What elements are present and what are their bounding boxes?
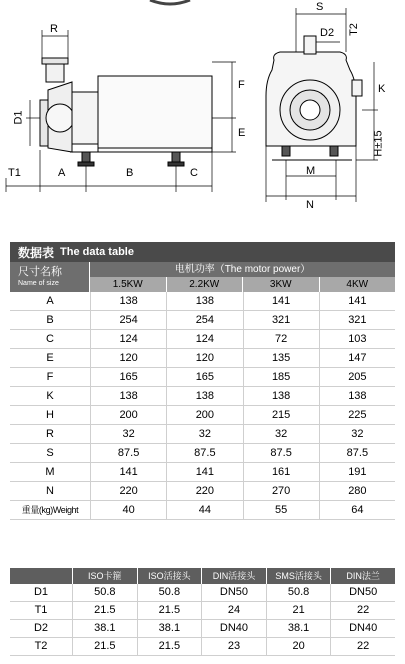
table-cell: 103 bbox=[319, 330, 395, 348]
table-cell: 254 bbox=[90, 311, 166, 329]
table-cell: 50.8 bbox=[137, 584, 202, 601]
motor-power-header-label: 电机功率（The motor power） bbox=[174, 264, 311, 275]
connection-table-body bbox=[10, 584, 395, 656]
data-table-title-en: The data table bbox=[60, 246, 134, 258]
row-name: M bbox=[45, 466, 55, 478]
table-cell: 21.5 bbox=[137, 602, 202, 619]
dimension-label-b: B bbox=[126, 167, 134, 179]
row-name: B bbox=[46, 314, 54, 326]
connection-type-table bbox=[10, 568, 395, 656]
row-name: D1 bbox=[33, 586, 49, 598]
table-cell: 220 bbox=[166, 482, 242, 500]
dimension-label-n: N bbox=[306, 199, 314, 211]
table-cell: 215 bbox=[243, 406, 319, 424]
motor-power-header bbox=[90, 262, 395, 292]
row-name: D2 bbox=[33, 622, 49, 634]
table-row bbox=[10, 311, 395, 330]
table-cell: 32 bbox=[319, 425, 395, 443]
table-cell: 87.5 bbox=[166, 444, 242, 462]
table-row bbox=[10, 368, 395, 387]
row-name: T1 bbox=[34, 604, 48, 616]
dimension-label-t2: T2 bbox=[347, 23, 360, 36]
row-name: A bbox=[46, 295, 54, 307]
row-name: R bbox=[46, 428, 54, 440]
table-cell: 141 bbox=[243, 292, 319, 310]
table-cell: 138 bbox=[243, 387, 319, 405]
data-table-title-cn: 数据表 bbox=[18, 245, 55, 260]
table-cell: 38.1 bbox=[72, 620, 137, 637]
table-row bbox=[10, 602, 395, 620]
row-name: K bbox=[46, 390, 54, 402]
table-cell: 21 bbox=[266, 602, 331, 619]
row-name: C bbox=[46, 333, 54, 345]
row-name: S bbox=[46, 447, 54, 459]
dimension-label-h: H±15 bbox=[372, 130, 385, 157]
table-cell: 32 bbox=[243, 425, 319, 443]
table-cell: 87.5 bbox=[243, 444, 319, 462]
table-cell: 22 bbox=[330, 602, 395, 619]
table-cell: DN50 bbox=[201, 584, 266, 601]
table-cell: 138 bbox=[166, 292, 242, 310]
row-name: N bbox=[46, 485, 54, 497]
dimension-label-e: E bbox=[238, 127, 246, 139]
dimension-label-a: A bbox=[58, 167, 66, 179]
table-cell: 44 bbox=[166, 501, 242, 519]
table-row bbox=[10, 425, 395, 444]
table-row bbox=[10, 387, 395, 406]
table-cell: 141 bbox=[90, 463, 166, 481]
table-cell: 24 bbox=[201, 602, 266, 619]
table-cell: 165 bbox=[90, 368, 166, 386]
data-table-header bbox=[10, 262, 395, 292]
connection-table-header bbox=[10, 568, 395, 584]
table-cell: 87.5 bbox=[319, 444, 395, 462]
dimension-label-d1: D1 bbox=[12, 110, 25, 125]
dimension-label-r: R bbox=[50, 23, 58, 35]
table-cell: 32 bbox=[90, 425, 166, 443]
power-column-headers bbox=[90, 277, 395, 292]
table-cell: 270 bbox=[243, 482, 319, 500]
table-cell: 55 bbox=[243, 501, 319, 519]
table-cell: 321 bbox=[243, 311, 319, 329]
pump-dimension-drawing bbox=[0, 0, 405, 230]
table-cell: 161 bbox=[243, 463, 319, 481]
connection-column-header-din-union: DIN活接头 bbox=[201, 568, 266, 584]
table-row bbox=[10, 444, 395, 463]
pump-drawing-svg bbox=[0, 0, 405, 230]
table-cell: 220 bbox=[90, 482, 166, 500]
table-cell: 40 bbox=[90, 501, 166, 519]
table-cell: 50.8 bbox=[72, 584, 137, 601]
table-cell: 124 bbox=[166, 330, 242, 348]
motor-power-data-table bbox=[10, 242, 395, 520]
table-cell: 185 bbox=[243, 368, 319, 386]
connection-column-header-din-flange: DIN法兰 bbox=[330, 568, 395, 584]
dimension-label-d2: D2 bbox=[320, 27, 335, 39]
table-cell: DN40 bbox=[330, 620, 395, 637]
connection-column-header-iso-union: ISO活接头 bbox=[137, 568, 202, 584]
data-table-body bbox=[10, 292, 395, 520]
table-cell: 72 bbox=[243, 330, 319, 348]
table-cell: 120 bbox=[90, 349, 166, 367]
table-cell: 141 bbox=[166, 463, 242, 481]
row-name: T2 bbox=[34, 640, 48, 652]
table-cell: 138 bbox=[90, 387, 166, 405]
table-cell: 38.1 bbox=[137, 620, 202, 637]
table-cell: 23 bbox=[201, 638, 266, 655]
table-cell: 138 bbox=[166, 387, 242, 405]
table-cell: 200 bbox=[166, 406, 242, 424]
row-name: F bbox=[46, 371, 54, 383]
table-cell: 87.5 bbox=[90, 444, 166, 462]
table-cell: 124 bbox=[90, 330, 166, 348]
connection-column-header-blank bbox=[10, 568, 72, 584]
table-cell: 38.1 bbox=[266, 620, 331, 637]
column-header-2-2kw: 2.2KW bbox=[166, 277, 243, 292]
table-cell: 147 bbox=[319, 349, 395, 367]
table-cell: 138 bbox=[319, 387, 395, 405]
table-cell: 191 bbox=[319, 463, 395, 481]
table-cell: 225 bbox=[319, 406, 395, 424]
column-header-3kw: 3KW bbox=[242, 277, 319, 292]
table-row bbox=[10, 482, 395, 501]
table-row bbox=[10, 463, 395, 482]
table-cell: 120 bbox=[166, 349, 242, 367]
dimension-label-f: F bbox=[238, 79, 245, 91]
table-cell: 280 bbox=[319, 482, 395, 500]
row-name: E bbox=[46, 352, 54, 364]
size-name-header bbox=[10, 262, 90, 292]
dimension-label-t1: T1 bbox=[8, 167, 21, 179]
table-row bbox=[10, 620, 395, 638]
data-table-title-bar bbox=[10, 242, 395, 262]
table-row bbox=[10, 406, 395, 425]
connection-column-header-sms-union: SMS活接头 bbox=[266, 568, 331, 584]
table-row bbox=[10, 501, 395, 520]
connection-column-header-iso-clamp: ISO卡箍 bbox=[72, 568, 137, 584]
table-row bbox=[10, 330, 395, 349]
table-row bbox=[10, 584, 395, 602]
table-cell: DN50 bbox=[330, 584, 395, 601]
size-name-header-en: Name of size bbox=[18, 280, 59, 287]
table-cell: 138 bbox=[90, 292, 166, 310]
table-cell: 254 bbox=[166, 311, 242, 329]
dimension-label-m: M bbox=[306, 165, 316, 177]
table-cell: 21.5 bbox=[137, 638, 202, 655]
table-cell: 50.8 bbox=[266, 584, 331, 601]
table-cell: 21.5 bbox=[72, 638, 137, 655]
table-row bbox=[10, 638, 395, 656]
table-row bbox=[10, 349, 395, 368]
table-cell: 141 bbox=[319, 292, 395, 310]
dimension-label-c: C bbox=[190, 167, 198, 179]
table-row bbox=[10, 292, 395, 311]
table-cell: 21.5 bbox=[72, 602, 137, 619]
dimension-label-k: K bbox=[378, 83, 386, 95]
table-cell: 200 bbox=[90, 406, 166, 424]
table-cell: 32 bbox=[166, 425, 242, 443]
row-name: 重量(kg)Weight bbox=[21, 505, 79, 515]
table-cell: 205 bbox=[319, 368, 395, 386]
table-cell: 165 bbox=[166, 368, 242, 386]
table-cell: DN40 bbox=[201, 620, 266, 637]
size-name-header-cn: 尺寸名称 bbox=[18, 266, 62, 278]
table-cell: 135 bbox=[243, 349, 319, 367]
table-cell: 321 bbox=[319, 311, 395, 329]
table-cell: 20 bbox=[266, 638, 331, 655]
column-header-4kw: 4KW bbox=[319, 277, 396, 292]
dimension-label-s: S bbox=[316, 1, 324, 13]
table-cell: 64 bbox=[319, 501, 395, 519]
table-cell: 22 bbox=[330, 638, 395, 655]
column-header-1-5kw: 1.5KW bbox=[112, 279, 143, 290]
row-name: H bbox=[46, 409, 54, 421]
